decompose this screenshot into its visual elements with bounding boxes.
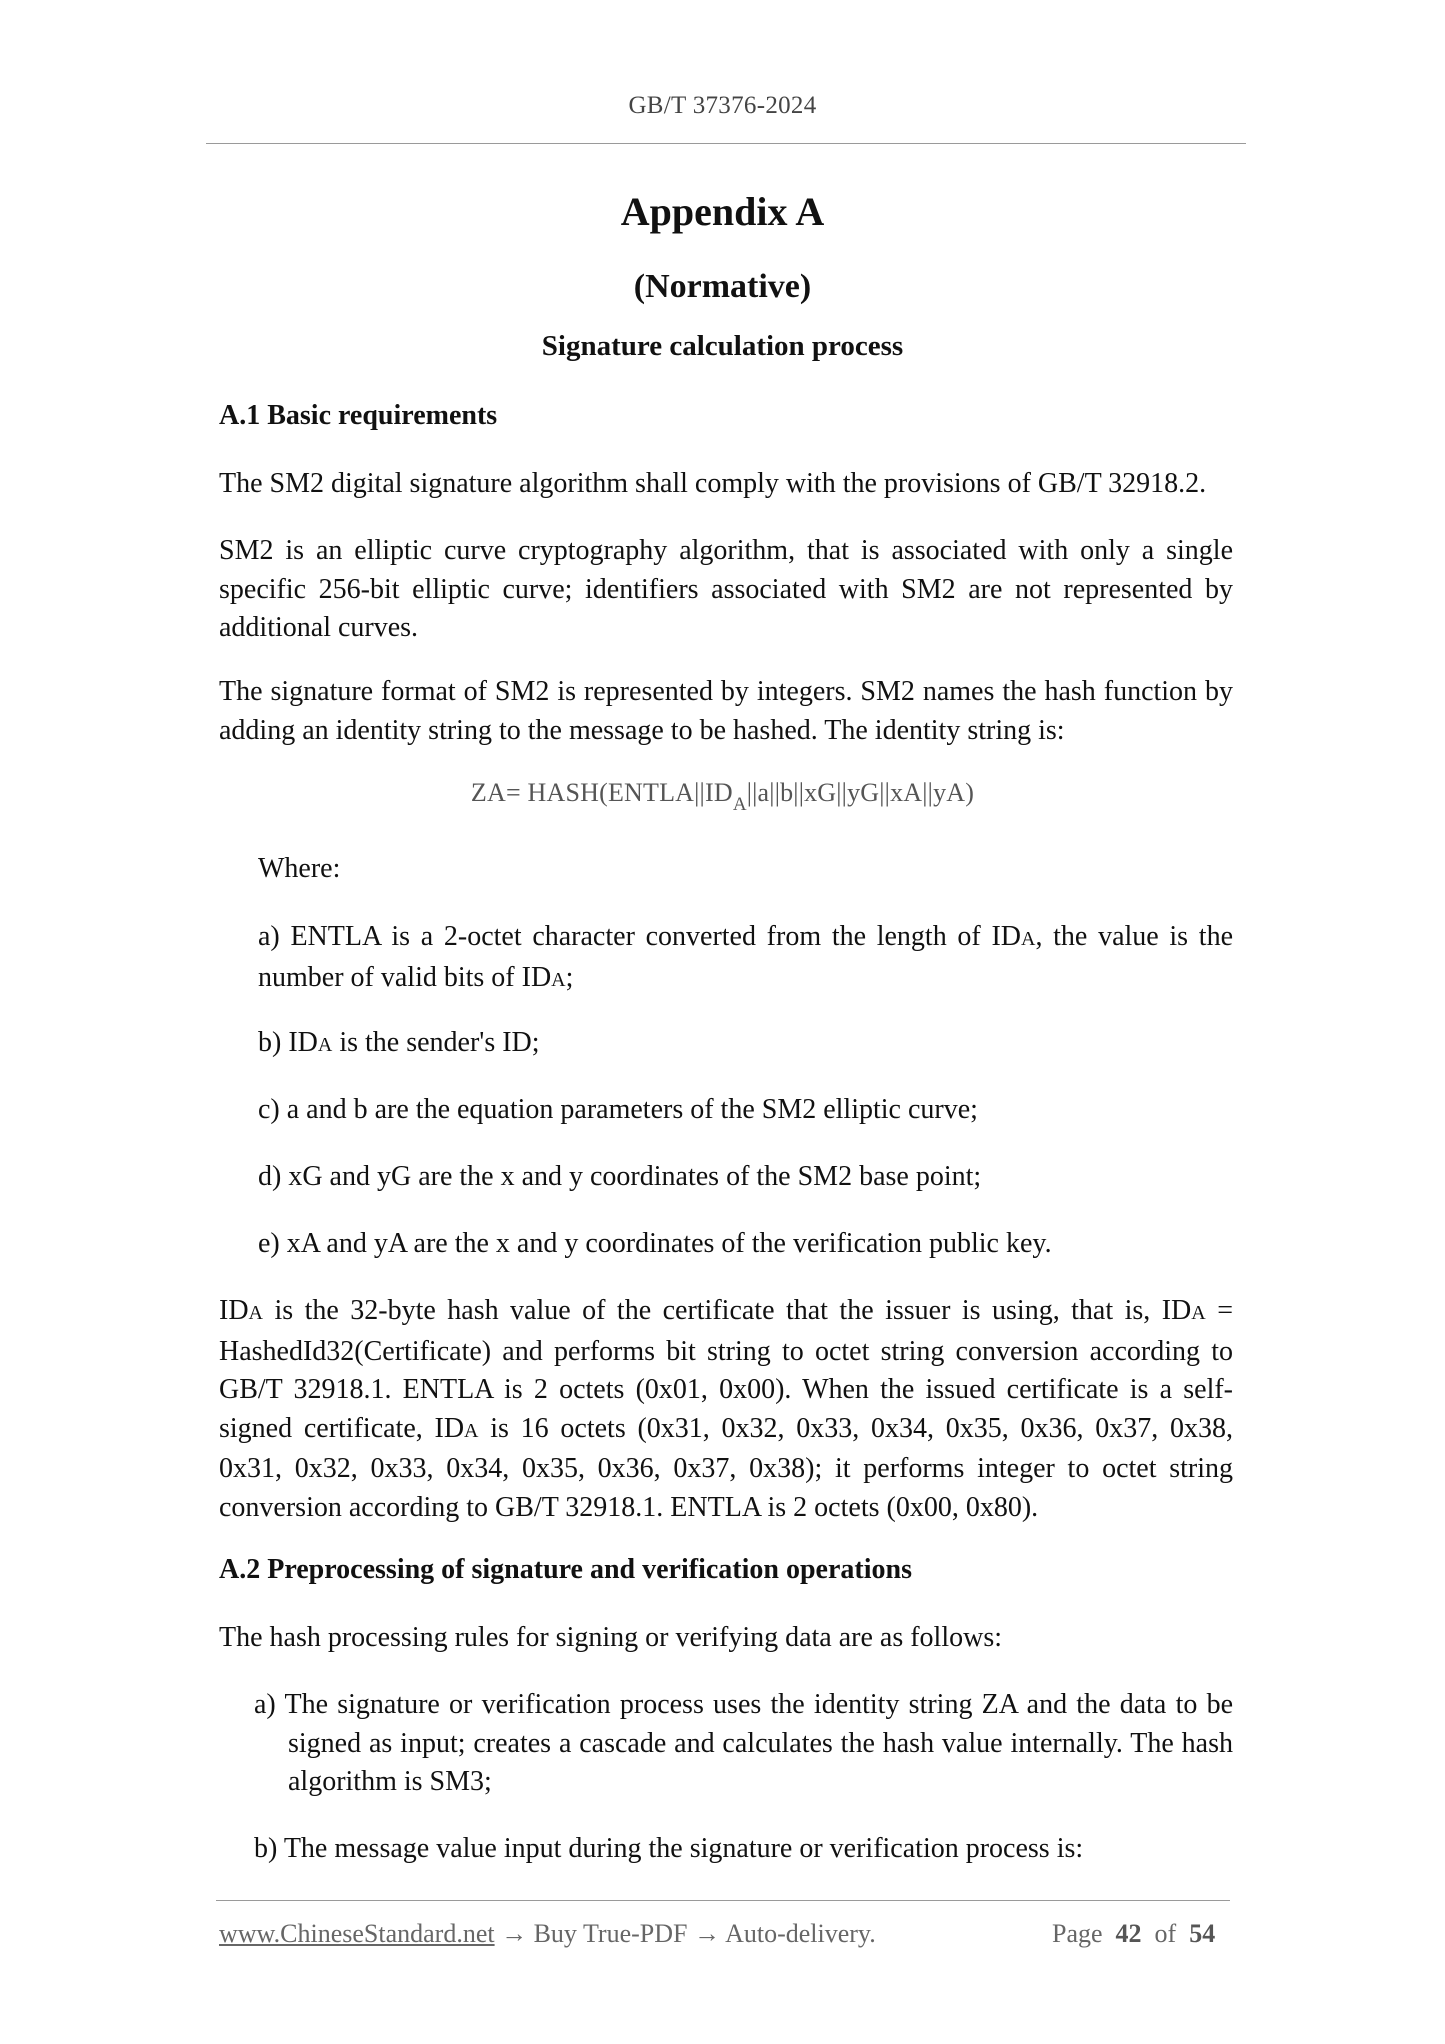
arrow-right-icon: → bbox=[501, 1919, 528, 1948]
buy-true-pdf-text: Buy True-PDF bbox=[527, 1919, 694, 1948]
page-current: 42 bbox=[1115, 1919, 1142, 1948]
chinesestandard-link[interactable]: www.ChineseStandard.net bbox=[219, 1919, 495, 1948]
page-word: Page bbox=[1052, 1919, 1103, 1948]
standard-id: GB/T 37376-2024 bbox=[628, 92, 817, 119]
where-item-c: c) a and b are the equation parameters of the SM2 elliptic curve; bbox=[258, 1094, 978, 1125]
paragraph-a1-1: The SM2 digital signature algorithm shall comply with the provisions of GB/T 32918.2. bbox=[219, 468, 1207, 499]
where-item-b: b) IDA is the sender's ID; bbox=[258, 1027, 540, 1058]
formula-part-1: ZA= HASH(ENTLA||ID bbox=[470, 778, 733, 807]
where-item-d: d) xG and yG are the x and y coordinates of the SM2 base point; bbox=[258, 1161, 982, 1192]
of-word: of bbox=[1154, 1919, 1177, 1948]
where-label: Where: bbox=[258, 853, 341, 884]
paragraph-a1-2: SM2 is an elliptic curve cryptography algorithm, that is associated with only a single specific 256-bit elliptic curve; identifiers associated with SM2 are not represented by additional curves. bbox=[219, 535, 1233, 643]
page-total: 54 bbox=[1189, 1919, 1216, 1948]
normative-label: (Normative) bbox=[633, 268, 812, 305]
paragraph-a1-3: The signature format of SM2 is represented by integers. SM2 names the hash function by adding an identity string to the message to be hashed. The identity string is: bbox=[219, 676, 1233, 746]
arrow-right-icon: → bbox=[694, 1919, 720, 1948]
auto-delivery-text: Auto-delivery. bbox=[720, 1919, 876, 1948]
a2-item-b: b) The message value input during the signature or verification process is: bbox=[254, 1833, 1084, 1864]
appendix-title: Appendix A bbox=[620, 189, 825, 234]
footer-divider bbox=[216, 1900, 1230, 1901]
page-number bbox=[1052, 1919, 1215, 1949]
identity-formula bbox=[0, 778, 1445, 815]
where-item-a: a) ENTLA is a 2-octet character converted from the length of IDA, the value is the number of valid bits of IDA; bbox=[258, 921, 1233, 993]
section-a2-heading: A.2 Preprocessing of signature and verification operations bbox=[219, 1554, 912, 1585]
paragraph-a1-4: IDA is the 32-byte hash value of the certificate that the issuer is using, that is, IDA = HashedId32(Certificate) and performs bit string to octet string conversion according to GB/T 32918.1. ENTLA is 2 octets (0x01, 0x00). When the issued certificate is a self-signed certificate, IDA is 16 octets (0x31, 0x32, 0x33, 0x34, 0x35, 0x36, 0x37, 0x38, 0x31, 0x32, 0x33, 0x34, 0x35, 0x36, 0x37, 0x38); it performs integer to octet string conversion according to GB/T 32918.1. ENTLA is 2 octets (0x00, 0x80). bbox=[219, 1295, 1234, 1523]
formula-subscript: A bbox=[732, 794, 747, 815]
formula-part-2: ||a||b||xG||yG||xA||yA) bbox=[746, 778, 975, 807]
section-a1-heading: A.1 Basic requirements bbox=[219, 400, 498, 431]
a2-item-a: a) The signature or verification process uses the identity string ZA and the data to be signed as input; creates a cascade and calculates the hash value internally. The hash algorithm is SM3; bbox=[254, 1689, 1233, 1797]
appendix-subtitle: Signature calculation process bbox=[541, 330, 904, 362]
paragraph-a2-intro: The hash processing rules for signing or verifying data are as follows: bbox=[219, 1622, 1003, 1653]
footer-promo bbox=[219, 1919, 876, 1949]
where-item-e: e) xA and yA are the x and y coordinates of the verification public key. bbox=[258, 1228, 1052, 1259]
header-divider bbox=[206, 143, 1246, 144]
